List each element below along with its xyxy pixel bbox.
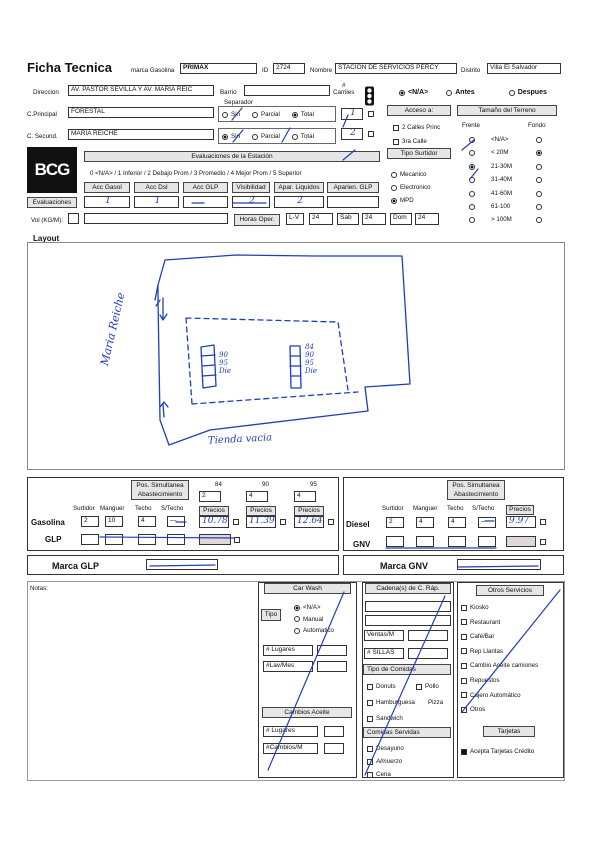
otros-check-7[interactable] [461,707,467,713]
dsl-price-check[interactable] [540,519,546,525]
fondo-radio-1[interactable] [536,150,542,156]
gas-col-techo: Techo [135,505,152,512]
acceso-item-1 [393,124,440,131]
principal-label: C.Principal [27,111,57,118]
otros-check-5[interactable] [461,678,467,684]
secund-label: C. Secund. [27,133,58,140]
servida-almuerzo-label: Almuerzo [376,758,403,765]
mode-na-label: <N/A> [408,89,429,96]
comida-hamburguesa-check[interactable] [367,700,373,706]
diesel-pos-header: Pos. Simultanea Abastecimiento [447,480,505,500]
dsl-col-manguer: Manguer [413,505,438,512]
servida-desayuno-check[interactable] [367,746,373,752]
acceso-3ra-label: 3ra Calle [402,138,427,145]
otros-item-2 [461,633,494,640]
cambios-cambios-field[interactable] [324,743,344,754]
sab-label: Sab [337,213,359,225]
otros-check-2[interactable] [461,634,467,640]
gas-stecho-field[interactable]: — [167,516,185,527]
barrio-field[interactable] [244,85,330,96]
otros-label-4: Cambio Aceite camiones [470,662,539,670]
comidas-servidas-header: Comidas Servidas [363,727,451,738]
surtidor-mecanico [391,171,426,178]
gas-precios-header-0: Precios [199,506,229,516]
comida-pollo-label: Pollo [425,683,439,690]
gasolina-label: Gasolina [31,518,65,527]
octane-pos-field-0[interactable]: 2 [199,491,221,502]
carwash-option-2 [294,627,334,634]
carwash-radio-1[interactable] [294,616,300,622]
otros-item-3 [461,648,503,655]
frente-radio-3[interactable] [469,177,475,183]
eval-col-header-2: Acc GLP [183,182,228,193]
octane-pos-field-2[interactable]: 4 [294,491,316,502]
gas-price-check-1[interactable] [280,519,286,525]
tipo-comidas-header: Tipo de Comidas [363,664,451,675]
sillas-label: # SILLAS [364,648,404,659]
evaluaciones-button[interactable]: Evaluaciones [27,197,77,208]
acceso-calles-label: 2 Calles Princ [402,124,441,131]
bcg-logo [27,147,77,193]
gas-surtidor-field[interactable]: 2 [81,516,99,527]
tamano-option-label-1: < 20M [491,149,509,157]
carwash-option-label-2: Automatico [303,627,334,634]
nombre-field[interactable]: STACION DE SERVICIOS PERCY [335,63,457,74]
tarjetas-check[interactable] [461,749,467,755]
eval-value-4[interactable]: 2 [274,196,324,208]
separador-options-1 [222,111,314,118]
gas-col-surtidor: Surtidor [73,505,95,512]
layout-island-2-label: 84 90 95 Die [305,343,317,375]
separador-parcial-radio-1[interactable] [252,112,258,118]
carwash-lavmes-label: #Lav/Mes [263,661,313,672]
glp-price-field[interactable] [199,534,231,545]
octane-pos-field-1[interactable]: 4 [246,491,268,502]
mode-selector [399,89,547,97]
barrio-label: Barrio [220,89,237,96]
separador-parcial-label: Parcial [260,111,280,118]
distrito-field[interactable]: Villa El Salvador [487,63,561,74]
fondo-radio-5[interactable] [536,204,542,210]
otros-check-1[interactable] [461,619,467,625]
marca-gnv-label: Marca GNV [380,561,429,571]
cadena-field-1[interactable] [365,601,451,612]
sab-field[interactable]: 24 [362,213,386,225]
fondo-radio-0[interactable] [536,137,542,143]
servida-almuerzo-check[interactable] [367,759,373,765]
comida-pizza [428,699,443,706]
traffic-light-icon [364,86,375,106]
carwash-tipo-button[interactable]: Tipo [261,609,281,621]
separador-sin-label-2: Sin [231,133,240,140]
frente-radio-6[interactable] [469,217,475,223]
otros-item-4 [461,662,538,669]
comida-hamburguesa-label: Hamburguesa [376,699,415,706]
carwash-option-label-1: Manual [303,615,324,623]
frente-label: Frente [462,122,480,129]
gnv-price-field[interactable] [506,536,536,547]
tamano-option-label-0: <N/A> [491,136,509,143]
otros-item-6 [461,692,521,699]
separador-options-2 [222,133,314,140]
cambios-lugares-label: # Lugares [263,726,318,737]
eval-col-header-0: Acc Gasol [84,182,130,193]
tamano-option-label-6: > 100M [491,216,512,224]
tamano-header: Tamaño del Terreno [457,105,557,116]
eval-value-0[interactable]: 1 [84,196,130,208]
nombre-label: Nombre [310,67,333,74]
otros-check-6[interactable] [461,692,467,698]
otros-label-5: Repuestos [470,677,500,684]
comida-pollo-check[interactable] [416,684,422,690]
carwash-option-1 [294,616,323,623]
servida-cena-check[interactable] [367,772,373,778]
tarjetas-item [461,748,534,755]
tamano-option-label-2: 21-30M [491,162,512,170]
acceso-calles-check[interactable] [393,125,399,131]
dsl-price-field[interactable]: 9.97 [506,516,536,528]
servida-desayuno-label: Desayuno [376,745,404,752]
separador-sin-radio-1[interactable] [222,112,228,118]
otros-check-4[interactable] [461,663,467,669]
frente-radio-1[interactable] [469,150,475,156]
eval-value-5[interactable] [327,196,379,208]
carwash-lavmes-field[interactable] [317,661,347,672]
eval-value-1[interactable]: 1 [134,196,179,208]
gas-manguer-field[interactable]: 10 [105,516,123,527]
comida-donuts-check[interactable] [367,684,373,690]
glp-price-check[interactable] [234,537,240,543]
layout-street-bottom: Tienda vacia [207,432,273,447]
marca-glp-field[interactable] [146,559,218,570]
mode-antes-label: Antes [455,89,475,96]
vol-field-2[interactable] [84,213,228,224]
dsl-manguer-field[interactable]: 4 [416,517,434,528]
glp-label: GLP [45,535,62,544]
marca-field[interactable]: PRIMAX [180,63,257,74]
separador-total-label-2: Total [300,133,314,140]
principal-field[interactable]: FORESTAL [68,107,214,118]
carwash-lugares-field[interactable] [317,645,347,656]
distrito-label: Distrito [461,67,481,74]
horas-oper-button[interactable]: Horas Oper. [234,214,280,226]
gnv-price-check[interactable] [540,539,546,545]
separador-sin-radio-2[interactable] [222,134,228,140]
form-title: Ficha Tecnica [27,60,113,75]
carwash-lugares-label: # Lugares [263,645,313,656]
gas-col-manguer: Manguer [100,505,125,512]
direccion-field[interactable]: AV. PASTOR SEVILLA Y AV. MARIA REIC [68,85,214,96]
otros-item-7 [461,706,485,713]
servida-desayuno [367,745,404,752]
surtidor-mecanico-label: Mecanico [400,171,427,178]
cambios-header: Cambios Aceite [262,707,352,718]
diesel-label: Diesel [346,520,370,529]
layout-island-1-label: 90 95 Die [219,351,231,375]
carriles-label: # Carriles [333,82,355,97]
separador-sin-label: Sin [231,111,240,118]
eval-col-header-4: Apar. Liquidos [274,182,324,193]
tarjetas-label: Acepta Tarjetas Crédito [470,748,535,755]
carwash-radio-2[interactable] [294,628,300,634]
gas-techo-field[interactable]: 4 [138,516,156,527]
acceso-3ra-check[interactable] [393,139,399,145]
mode-despues-radio[interactable] [509,90,515,96]
vol-field[interactable] [68,213,79,224]
eval-col-header-3: Visibilidad [232,182,270,193]
carwash-option-0 [294,604,321,611]
eval-col-header-5: Aparien. GLP [327,182,379,193]
cambios-cambios-label: #Cambios/M [263,743,318,754]
dsl-col-stecho: S/Techo [472,505,495,512]
octane-label-1: 90 [262,481,269,488]
servida-cena [367,771,391,778]
marca-label: marca Gasolina [131,67,175,74]
glp-surtidor-field[interactable] [81,534,99,545]
comida-pizza-label: Pizza [428,699,444,706]
frente-radio-2[interactable] [469,164,475,170]
gas-col-stecho: S/Techo [161,505,184,512]
fondo-label: Fondo [528,122,546,129]
bcg-logo-text: BCG [34,160,70,179]
gas-precios-header-2: Precios [294,506,324,516]
servida-cena-label: Cena [376,771,391,778]
sillas-field[interactable] [408,648,448,659]
notas-label: Notas: [30,585,48,592]
dsl-precios-header: Precios [506,505,534,515]
gnv-manguer-field[interactable] [416,536,434,547]
vol-label: Vol (KG/M): [31,217,63,224]
frente-radio-4[interactable] [469,191,475,197]
gnv-techo-field[interactable] [448,536,466,547]
otros-label-2: Café/Bar [470,633,495,641]
gas-price-check-0[interactable] [233,519,239,525]
otros-label-3: Rep Llantas [470,647,504,655]
gas-price-field-1[interactable]: 11.39 [246,516,276,528]
surtidor-electronico-radio[interactable] [391,185,397,191]
surtidor-mecanico-radio[interactable] [391,172,397,178]
fondo-radio-3[interactable] [536,177,542,183]
layout-street-left: Maria Reiche [98,291,128,367]
otros-header: Otros Servicios [476,585,544,596]
gnv-label: GNV [353,540,371,549]
otros-item-1 [461,619,500,626]
surtidor-mpd-label: MPD [400,197,414,204]
cambios-lugares-field[interactable] [324,726,344,737]
fondo-radio-2[interactable] [536,164,542,170]
frente-radio-0[interactable] [469,137,475,143]
otros-label-1: Restaurant [470,618,501,626]
separador-total-radio-2[interactable] [292,134,298,140]
gas-price-check-2[interactable] [328,519,334,525]
separador-parcial-label-2: Parcial [260,133,280,140]
gnv-surtidor-field[interactable] [386,536,404,547]
ventas-field[interactable] [408,630,448,641]
glp-manguer-field[interactable] [105,534,123,545]
separador-total-label: Total [300,111,314,118]
glp-stecho-field[interactable] [167,534,185,545]
otros-label-0: Kiosko [470,604,489,611]
surtidor-mpd-radio[interactable] [391,198,397,204]
direccion-label: Direccion [33,89,59,96]
comida-hamburguesa [367,699,415,706]
carwash-radio-0[interactable] [294,605,300,611]
carriles-field-2[interactable]: 2 [341,128,363,140]
secund-field[interactable]: MARIA REICHE [68,129,214,140]
otros-label-6: Cajero Automático [470,691,521,699]
tamano-option-label-5: 61-100 [491,203,511,210]
marca-glp-label: Marca GLP [52,561,100,571]
cadena-field-2[interactable] [365,615,451,626]
separador-total-radio-1[interactable] [292,112,298,118]
eval-value-3[interactable]: 2 [232,196,270,208]
eval-col-header-1: Acc Dsl [134,182,179,193]
dom-label: Dom [390,213,412,225]
lv-field[interactable]: 24 [309,213,333,225]
layout-label: Layout [33,234,60,243]
gas-price-field-2[interactable]: 12.64 [294,516,324,528]
dsl-col-techo: Techo [447,505,464,512]
fondo-radio-4[interactable] [536,191,542,197]
dsl-stecho-field[interactable]: — [478,517,496,528]
dom-field[interactable]: 24 [415,213,439,225]
id-field[interactable]: 2724 [273,63,305,74]
mode-na-radio[interactable] [399,90,405,96]
gas-price-field-0[interactable]: 10.78 [199,516,229,528]
gnv-stecho-field[interactable] [478,536,496,547]
separador-label: Separador [224,99,253,106]
marca-gnv-field[interactable] [457,559,541,570]
surtidor-electronico-label: Electronico [400,184,431,191]
evaluaciones-scale: 0 <N/A> / 1 Inferior / 2 Debajo Prom / 3 Promedio / 4 Mejor Prom / 5 Superior [90,170,302,177]
comida-donuts [367,683,396,690]
surtidor-mpd [391,197,414,204]
dsl-surtidor-field[interactable]: 2 [386,517,404,528]
carriles-field-1[interactable]: 1 [341,108,363,120]
carriles-check-1[interactable] [368,111,374,117]
mode-despues-label: Despues [517,89,547,96]
fondo-radio-6[interactable] [536,217,542,223]
acceso-item-2 [393,138,427,145]
otros-check-0[interactable] [461,605,467,611]
tipo-surtidor-header: Tipo Surtidor [387,148,451,159]
otros-item-5 [461,677,500,684]
separador-parcial-radio-2[interactable] [252,134,258,140]
gasolina-pos-header: Pos. Simultanea Abastecimiento [131,480,189,500]
acceso-header: Acceso a: [387,105,451,116]
comida-sandwich-check[interactable] [367,716,373,722]
comida-donuts-label: Donuts [376,683,396,690]
dsl-techo-field[interactable]: 4 [448,517,466,528]
lv-label: L-V [286,213,304,225]
dsl-col-surtidor: Surtidor [382,505,404,512]
comida-sandwich [367,715,403,722]
carriles-check-2[interactable] [368,131,374,137]
cadena-header: Cadena(s) de C. Ráp. [365,583,451,594]
octane-label-2: 95 [310,481,317,488]
carwash-option-label-0: <N/A> [303,604,321,611]
otros-check-3[interactable] [461,648,467,654]
mode-antes-radio[interactable] [446,90,452,96]
carwash-header: Car Wash [264,583,351,594]
otros-item-0 [461,604,489,611]
glp-techo-field[interactable] [138,534,156,545]
id-label: ID [262,67,269,74]
servida-almuerzo [367,758,402,765]
tamano-option-label-4: 41-60M [491,189,512,197]
gas-precios-header-1: Precios [246,506,276,516]
tarjetas-header: Tarjetas [483,726,535,737]
ventas-label: Ventas/M [364,630,404,641]
frente-radio-5[interactable] [469,204,475,210]
evaluaciones-header: Evaluaciones de la Estación [84,151,380,162]
tamano-option-label-3: 31-40M [491,176,512,184]
octane-label-0: 84 [215,481,222,488]
surtidor-electronico [391,184,431,191]
otros-label-7: Otros [470,706,486,714]
comida-pollo [416,683,439,690]
eval-value-2[interactable] [183,196,228,208]
comida-sandwich-label: Sandwich [376,715,403,722]
